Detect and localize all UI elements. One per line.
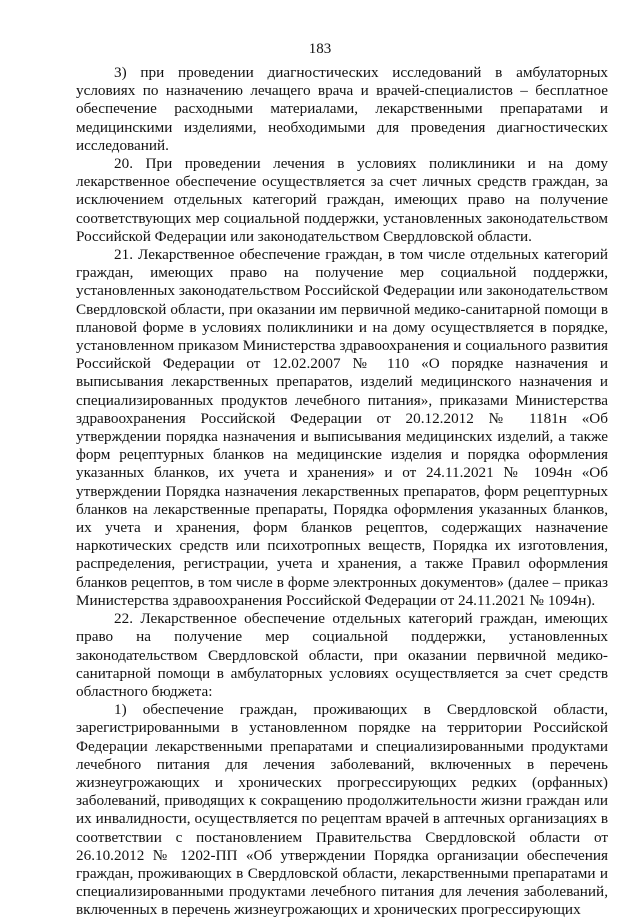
paragraph-item-3: 3) при проведении диагностических исследований в амбулаторных условиях по назначению лечащего врача и врачей-специалистов – бесплатное обеспечение расходными материалами, лекарственными препаратами и медицинскими изделиями, необходимыми для проведения диагностических исследований. (76, 64, 608, 154)
document-body (76, 64, 608, 920)
paragraph-20: 20. При проведении лечения в условиях поликлиники и на дому лекарственное обеспечение осуществляется за счет личных средств граждан, за исключением отдельных категорий граждан, имеющих право на получение соответствующих мер социальной поддержки, установленных законодательством Российской Федерации или законодательством Свердловской области. (76, 155, 608, 245)
page-number: 183 (308, 41, 332, 57)
paragraph-22: 22. Лекарственное обеспечение отдельных категорий граждан, имеющих право на получение мер социальной поддержки, установленных законодательством Свердловской области, при оказании первичной медико-санитарной помощи в амбулаторных условиях осуществляется за счет средств областного бюджета: (76, 610, 608, 700)
paragraph-22-item-1: 1) обеспечение граждан, проживающих в Свердловской области, зарегистрированными в установленном порядке на территории Российской Федерации лекарственными препаратами и специализированными продуктами лечебного питания для лечения заболеваний, включенных в перечень жизнеугрожающих и хронических прогрессирующих редких (орфанных) заболеваний, приводящих к сокращению продолжительности жизни граждан или их инвалидности, осуществляется по рецептам врачей в аптечных организациях в соответствии с постановлением Правительства Свердловской области от 26.10.2012 № 1202-ПП «Об утверждении Порядка организации обеспечения граждан, проживающих в Свердловской области, лекарственными препаратами и специализированными продуктами лечебного питания для лечения заболеваний, включенных в перечень жизнеугрожающих и хронических прогрессирующих (76, 701, 608, 919)
paragraph-21: 21. Лекарственное обеспечение граждан, в том числе отдельных категорий граждан, имеющих право на получение мер социальной поддержки, установленных законодательством Российской Федерации или законодательством Свердловской области, при оказании им первичной медико-санитарной помощи в плановой форме в условиях поликлиники и на дому осуществляется в порядке, установленном приказом Министерства здравоохранения и социального развития Российской Федерации от 12.02.2007 № 110 «О порядке назначения и выписывания лекарственных препаратов, изделий медицинского назначения и специализированных продуктов лечебного питания», приказами Министерства здравоохранения Российской Федерации от 20.12.2012 № 1181н «Об утверждении порядка назначения и выписывания медицинских изделий, а также форм рецептурных бланков на медицинские изделия и порядка оформления указанных бланков, их учета и хранения» и от 24.11.2021 № 1094н «Об утверждении Порядка назначения лекарственных препаратов, форм рецептурных бланков на лекарственные препараты, Порядка оформления указанных бланков, их учета и хранения, форм бланков рецептов, содержащих назначение наркотических средств или психотропных веществ, Порядка их изготовления, распределения, регистрации, учета и хранения, а также Правил оформления бланков рецептов, в том числе в форме электронных документов» (далее – приказ Министерства здравоохранения Российской Федерации от 24.11.2021 № 1094н). (76, 246, 608, 609)
